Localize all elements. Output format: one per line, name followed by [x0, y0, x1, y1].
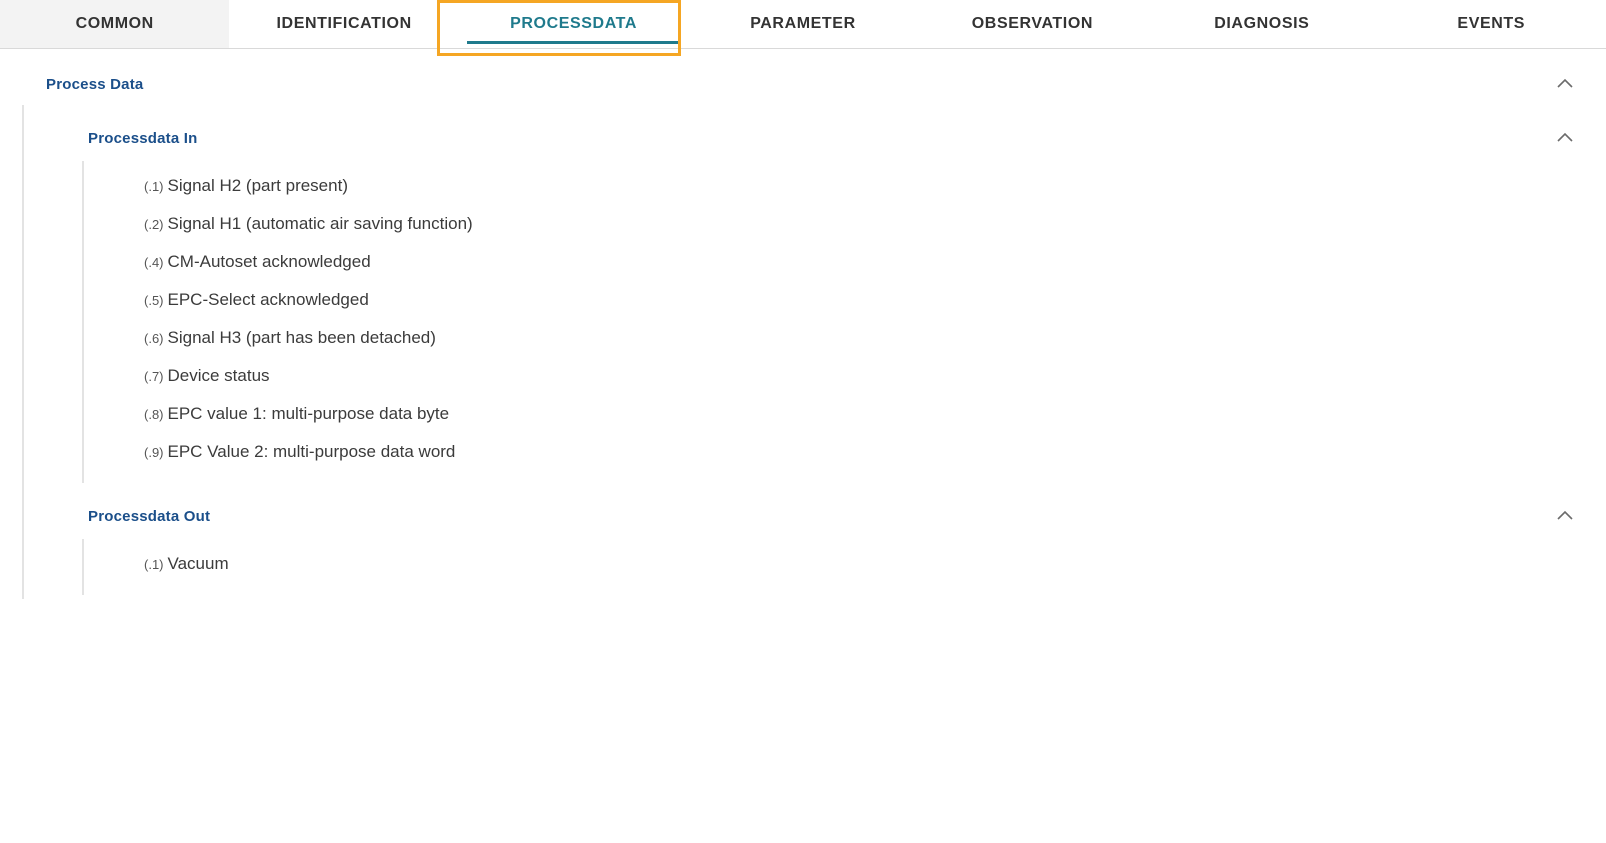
processdata-out-header[interactable]	[24, 483, 1606, 539]
process-data-section-title: Process Data	[46, 75, 144, 93]
list-item[interactable]	[84, 433, 1606, 471]
list-item[interactable]	[84, 243, 1606, 281]
tab-observation[interactable]: OBSERVATION	[918, 0, 1147, 48]
tab-diagnosis[interactable]: DIAGNOSIS	[1147, 0, 1376, 48]
processdata-in-header[interactable]	[24, 105, 1606, 161]
list-item-index: (.1)	[144, 179, 164, 194]
list-item-index: (.6)	[144, 331, 164, 346]
list-item-index: (.8)	[144, 407, 164, 422]
list-item-index: (.9)	[144, 445, 164, 460]
chevron-up-icon[interactable]	[1554, 127, 1576, 149]
processdata-in-title: Processdata In	[88, 129, 198, 147]
list-item-label: Device status	[167, 366, 270, 385]
list-item-index: (.7)	[144, 369, 164, 384]
process-data-section-body	[22, 105, 1606, 599]
list-item-label: EPC Value 2: multi-purpose data word	[167, 442, 456, 461]
list-item-index: (.4)	[144, 255, 164, 270]
process-data-section	[0, 49, 1606, 599]
processdata-in-list	[82, 161, 1606, 483]
tab-identification[interactable]: IDENTIFICATION	[229, 0, 458, 48]
processdata-out-title: Processdata Out	[88, 507, 211, 525]
chevron-up-icon[interactable]	[1554, 505, 1576, 527]
process-data-section-header[interactable]	[0, 49, 1606, 105]
list-item[interactable]	[84, 357, 1606, 395]
tab-bar	[0, 0, 1606, 49]
list-item-index: (.5)	[144, 293, 164, 308]
processdata-out-subsection	[24, 483, 1606, 595]
tab-processdata[interactable]: PROCESSDATA	[459, 0, 688, 48]
list-item[interactable]	[84, 205, 1606, 243]
processdata-in-subsection	[24, 105, 1606, 483]
list-item-index: (.2)	[144, 217, 164, 232]
list-item-label: Signal H2 (part present)	[167, 176, 348, 195]
list-item[interactable]	[84, 319, 1606, 357]
list-item[interactable]	[84, 395, 1606, 433]
chevron-up-icon[interactable]	[1554, 73, 1576, 95]
list-item[interactable]	[84, 281, 1606, 319]
tab-common[interactable]: COMMON	[0, 0, 229, 48]
list-item-label: EPC-Select acknowledged	[167, 290, 369, 309]
processdata-content	[0, 49, 1606, 599]
list-item-label: Signal H1 (automatic air saving function)	[167, 214, 473, 233]
list-item-index: (.1)	[144, 557, 164, 572]
list-item-label: CM-Autoset acknowledged	[167, 252, 371, 271]
tab-events[interactable]: EVENTS	[1377, 0, 1606, 48]
list-item[interactable]	[84, 167, 1606, 205]
list-item-label: Vacuum	[167, 554, 229, 573]
list-item-label: Signal H3 (part has been detached)	[167, 328, 436, 347]
list-item-label: EPC value 1: multi-purpose data byte	[167, 404, 450, 423]
list-item[interactable]	[84, 545, 1606, 583]
tab-parameter[interactable]: PARAMETER	[688, 0, 917, 48]
processdata-out-list	[82, 539, 1606, 595]
